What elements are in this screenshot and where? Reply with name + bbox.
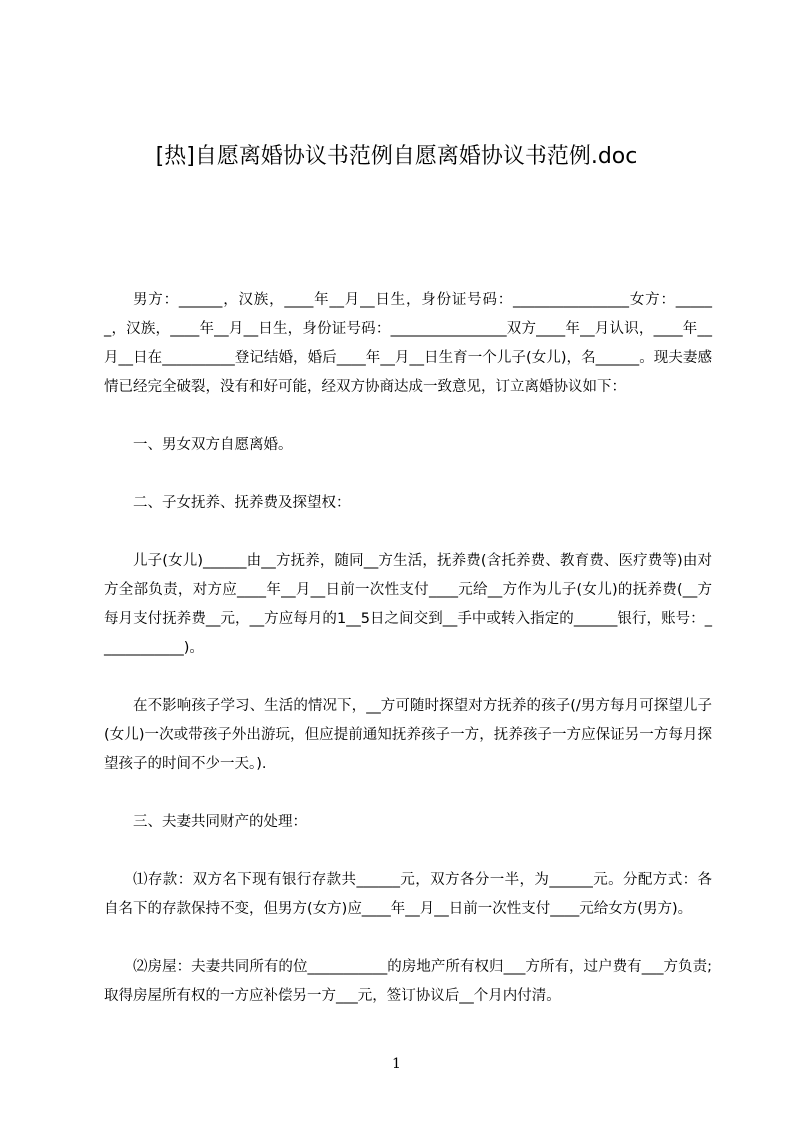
paragraph-spacer	[104, 460, 712, 489]
paragraph-deposits: ⑴存款：双方名下现有银行存款共______元，双方各分一半，为______元。分配方式：各自名下的存款保持不变，但男方(女方)应____年__月__日前一次性支付____元给女方(男方)。	[104, 872, 712, 917]
paragraph-clause-1: 一、男女双方自愿离婚。	[133, 437, 293, 453]
paragraph-spacer	[104, 924, 712, 953]
paragraph-spacer	[104, 837, 712, 866]
document-title: [热]自愿离婚协议书范例自愿离婚协议书范例.doc	[155, 144, 638, 169]
paragraph-clause-3-heading: 三、夫妻共同财产的处理：	[133, 814, 307, 830]
paragraph-spacer	[104, 663, 712, 692]
page-number: 1	[392, 1056, 401, 1072]
paragraph-spacer	[104, 402, 712, 431]
paragraph-parties: 男方：______，汉族，____年__月__日生，身份证号码：________________女方：______，汉族，____年__月__日生，身份证号码：________________双方____年__月认识，____年__月__日在__________登记结婚，婚后____年__月__日生育一个儿子(女儿)，名______。现夫妻感情已经完全破裂，没有和好可能，经双方协商达成一致意见，订立离婚协议如下：	[104, 292, 712, 395]
paragraph-spacer	[104, 518, 712, 547]
paragraph-clause-2-heading: 二、子女抚养、抚养费及探望权：	[133, 495, 351, 511]
paragraph-spacer	[104, 779, 712, 808]
paragraph-child-support: 儿子(女儿)______由__方抚养，随同__方生活，抚养费(含托养费、教育费、医疗费等)由对方全部负责，对方应____年__月__日前一次性支付____元给__方作为儿子(女儿)的抚养费(__方每月支付抚养费__元，__方应每月的1__5日之间交到__手中或转入指定的______银行，账号：____________)。	[104, 553, 712, 656]
paragraph-housing: ⑵房屋：夫妻共同所有的位___________的房地产所有权归___方所有，过户费有___方负责;取得房屋所有权的一方应补偿另一方___元，签订协议后__个月内付清。	[104, 959, 712, 1004]
document-body	[104, 286, 712, 1011]
paragraph-visitation: 在不影响孩子学习、生活的情况下，__方可随时探望对方抚养的孩子(/男方每月可探望儿子(女儿)一次或带孩子外出游玩，但应提前通知抚养孩子一方，抚养孩子一方应保证另一方每月探望孩子的时间不少一天。).	[104, 698, 712, 772]
